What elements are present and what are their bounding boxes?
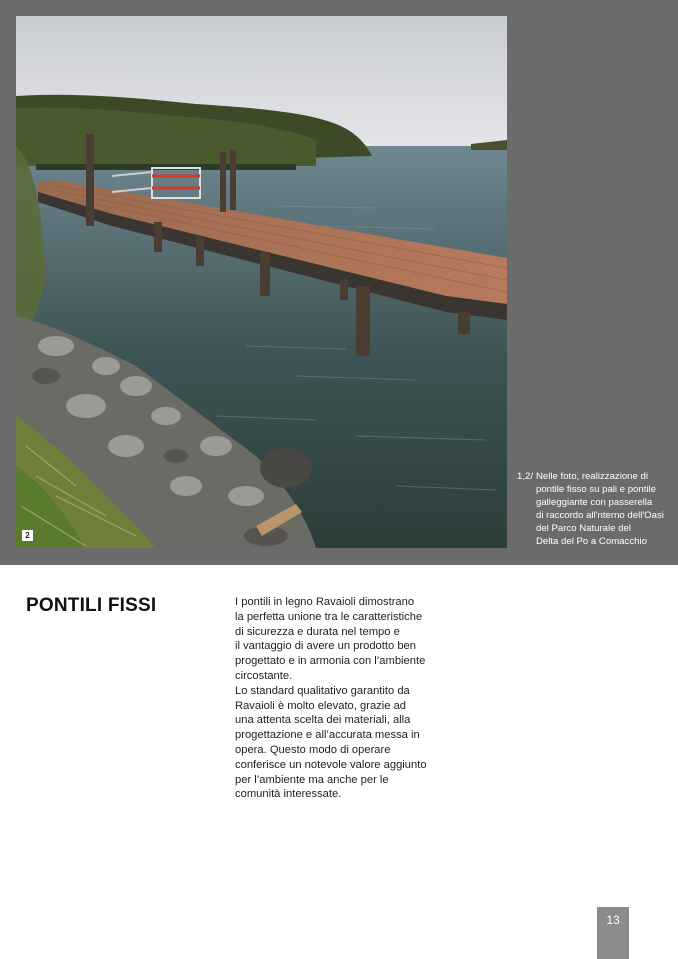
body-line: I pontili in legno Ravaioli dimostrano: [235, 596, 415, 608]
body-line: circostante.: [235, 669, 293, 682]
body-paragraph: [235, 595, 475, 802]
body-line: di sicurezza e durata nel tempo e: [235, 625, 400, 638]
section-heading: PONTILI FISSI: [26, 595, 157, 616]
photo-caption: [517, 470, 667, 548]
body-line: Lo standard qualitativo garantito da: [235, 684, 410, 697]
body-line: Ravaioli è molto elevato, grazie ad: [235, 699, 407, 712]
body-line: comunità interessate.: [235, 788, 342, 801]
caption-number: 1,2/: [517, 471, 534, 482]
caption-line: Delta del Po a Comacchio: [536, 536, 647, 547]
body-line: conferisce un notevole valore aggiunto: [235, 758, 427, 771]
body-line: progettato e in armonia con l’ambiente: [235, 655, 426, 668]
caption-line: pontile fisso su pali e pontile: [536, 484, 656, 495]
body-line: progettazione e all’accurata messa in: [235, 729, 420, 742]
body-line: la perfetta unione tra le caratteristiche: [235, 610, 423, 623]
photo-number-badge: 2: [22, 530, 33, 541]
pier-photo: [16, 16, 507, 548]
caption-lines: [517, 470, 667, 548]
body-line: una attenta scelta dei materiali, alla: [235, 714, 411, 727]
page-number: 13: [597, 907, 629, 959]
caption-line: Nelle foto, realizzazione di: [536, 471, 648, 482]
body-line: il vantaggio di avere un prodotto ben: [235, 640, 416, 653]
body-line: opera. Questo modo di operare: [235, 743, 391, 756]
caption-line: galleggiante con passerella: [536, 497, 653, 508]
body-line: per l’ambiente ma anche per le: [235, 773, 389, 786]
caption-line: di raccordo all'nterno dell'Oasi: [536, 510, 664, 521]
caption-line: del Parco Naturale del: [536, 523, 631, 534]
